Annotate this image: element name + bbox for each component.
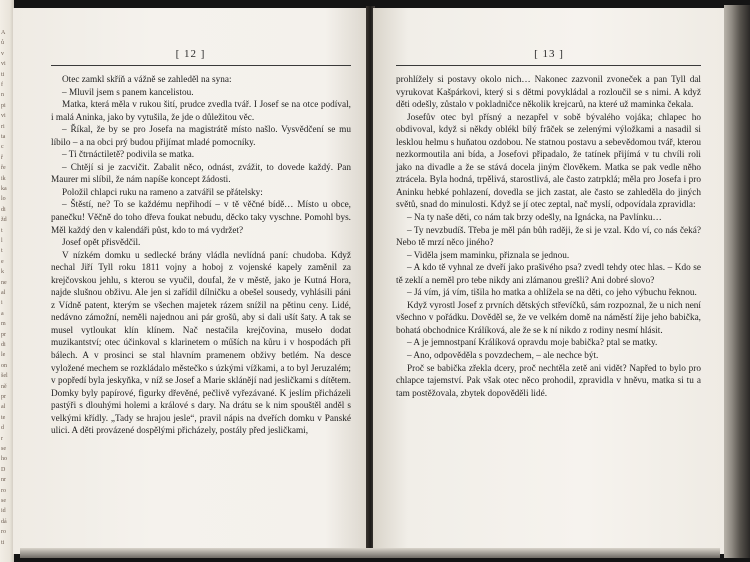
paragraph: V nízkém domku u sedlecké brány vládla nevlídná paní: chudoba. Když nechal Jiří Tyll roku 1811 vojny a hoboj z vojenské kapely zaměnil za krejčovskou jehlu, s kterou se vyučil, doufal, že v městě, jako je Kutná Hora, najde slušnou obživu. Ale jen si zařídil dílničku a obešel sousedy, vyhlásili páni z Vídně patent, kterým se všechen majetek rázem snížil na pětinu ceny. Lidé, nedávno zámožní, neměli najednou ani pár grošů, aby si dali ušít šaty. A tak se musel vytloukat klín klínem. Nač nestačila krejčovina, museło dodat muzikantství; otec účinkoval s klarinetem o műších na kůru i v hospodách při bálech. A v prosinci se stal hlavním pramenem obživy betlém. Na desce vyložené mechem se rozkládalo městečko s úzkými vížkami, a to byl Jeruzalém; v popředí byla jeskyňka, v níž se Josef a Marie sklánějí nad jesličkami s dítětem. Domky byly papírové, figurky dřevěné, pečlivě vyřezávané. K jeslím přicházeli pastýři s dlouhými holemi a králové s dary. Na drátu se k nim spouštěl anděl s velkými křídly. „Tady se hrajou jesle“, pravil nápis na dveřích domku v Panské ulici. A děti provázené dospělými přicházely, postály před jesličkami, xyxy=(51,250,351,437)
page-number: [ 13 ] xyxy=(534,48,564,60)
edge-text-fragment: vi xyxy=(1,113,6,120)
edge-text-fragment: d xyxy=(1,425,4,432)
paragraph: Položil chlapci ruku na rameno a zatvářil se přátelsky: xyxy=(62,187,263,198)
edge-text-fragment: n xyxy=(1,92,4,99)
edge-text-fragment: ro xyxy=(1,487,6,494)
paragraph: Josefův otec byl přísný a nezapřel v sobě bývalého vojáka; chlapec ho obdivoval, když si někdy oblékl bílý frāček se zelenými výložkami a nasadil si lesklou helmu s huňatou ozdobou. Ne statnou postavu a sebevědomou tvář, kterou nezkormoutila ani bída, a Josefovi připadalo, že tatínek přijímá v tu chvíli roli jako na divadle a že se stává docela jiným člověkem. Matka se pak vedle něho ztrácela. Byla hodná, trpělivá, starostlivá, ale často zatrpklá; měla pro Josefa i pro Aninku hebké pohlazení, dovedla se jich zastat, ale často se zahleděla do jiných světů, snad do minulosti. Když se jí otec zeptal, nač myslí, odpovídala zpravidla: xyxy=(396,112,701,211)
edge-text-fragment: ri xyxy=(1,123,5,130)
book-bottom-edge xyxy=(20,548,720,558)
paragraph: – Viděla jsem maminku, přiznala se jednou. xyxy=(407,250,570,261)
paragraph: Otec zamkl skříň a vážně se zahleděl na syna: xyxy=(62,75,232,85)
edge-text-fragment: pi xyxy=(1,102,6,109)
edge-text-fragment: ro xyxy=(1,529,6,536)
edge-text-fragment: vi xyxy=(1,61,6,68)
edge-text-fragment: ka xyxy=(1,186,7,192)
edge-text-fragment: se xyxy=(1,498,6,504)
edge-text-fragment: id xyxy=(1,508,6,515)
edge-text-fragment: al xyxy=(1,404,6,411)
paragraph: – Říkal, že by se pro Josefa na magistrátě místo našlo. Vysvědčení se mu líbilo – a na obci prý budou přijímat mladé pomocníky. xyxy=(51,125,351,148)
paragraph: – Štěstí, ne? To se každému nepřihodí – v tě věčné bídě… Místo u obce, panečku! Věčně do toho dřeva foukat nebudu, děcko taky vyschne. Pomohl bys. Měl každý den v kalendáři půst, kdo to má vydržet? xyxy=(51,200,351,236)
edge-text-fragment: c xyxy=(1,144,4,151)
edge-text-fragment: te xyxy=(1,414,6,421)
edge-text-fragment: al xyxy=(1,290,6,296)
edge-text-fragment: f xyxy=(1,82,3,88)
edge-text-fragment: di xyxy=(1,206,6,213)
edge-text-fragment: D xyxy=(1,466,6,473)
edge-text-fragment: i xyxy=(1,300,3,307)
paragraph: – Chtějí si je zacvičit. Zabalit něco, odnást, zvážit, to dovede každý. Pan Maurer mi slíbil, že nám napíše koncept žádosti. xyxy=(51,162,351,186)
paragraph: Když vyrostl Josef z prvních dětských střevíčků, sám rozpoznal, že u nich není všechno v pořádku. Dověděl se, že ve velkém domě na náměstí žije jeho babička, bohatá obchodnice Králíková, ale že se k ní nikdo z rodiny nesmí hlásit. xyxy=(396,300,701,336)
edge-text-fragment: t xyxy=(1,227,3,234)
page-number: [ 12 ] xyxy=(175,48,206,60)
paragraph: – Ano, odpověděla s povzdechem, – ale nechce být. xyxy=(407,351,599,362)
edge-text-fragment: ne xyxy=(1,279,7,286)
edge-text-fragment: nr xyxy=(1,477,6,484)
edge-text-fragment: ta xyxy=(1,134,6,140)
previous-page-edge xyxy=(0,0,14,562)
paragraph: Proč se babička zřekla dcery, proč nechtěla zetě ani vidět? Napřed to bylo pro chlapce tajemství. Pak však otec něco prohodil, zpravidla v hněvu, matka si tu a tam postěžovala, zbytek dopověděli lidé. xyxy=(396,363,701,399)
edge-text-fragment: dá xyxy=(1,518,7,525)
edge-text-fragment: šel xyxy=(1,373,8,380)
edge-text-fragment: le xyxy=(1,352,6,359)
right-page xyxy=(373,8,725,554)
paragraph: prohlížely si postavy okolo nich… Nakonec zazvonil zvoneček a pan Tyll dal vyrukovat Kašpárkovi, který si s dětmi povykládal a rozloučil se s nimi. A když děti odešly, zůstalo v pokladničce několik krejcarů, na které už maminka čekala. xyxy=(396,75,701,111)
edge-text-fragment: ti xyxy=(1,539,5,546)
edge-text-fragment: ů xyxy=(1,40,4,47)
paragraph: Josef opět přisvědčil. xyxy=(62,238,141,249)
edge-text-fragment: a xyxy=(1,310,4,317)
paragraph: – Ty nevzbudíš. Třeba je měl pán bůh raději, že si je vzal. Kdo ví, co nás čeká? Nebo tě mrzí něco jiného? xyxy=(396,225,701,249)
edge-text-fragment: ho xyxy=(1,456,7,463)
paragraph: – Já vím, já vím, tišila ho matka a ohlížela se na děti, co jeho výbuchu řeknou. xyxy=(407,288,697,299)
paragraph: – Mluvil jsem s panem kancelistou. xyxy=(62,87,194,98)
book-page-stack xyxy=(724,5,750,558)
edge-text-fragment: l xyxy=(1,238,3,244)
paragraph: – Ti čtrnáctiletě? podivila se matka. xyxy=(62,150,195,161)
edge-text-fragment: ik xyxy=(1,175,6,182)
edge-text-fragment: e xyxy=(1,258,4,265)
edge-text-fragment: di xyxy=(1,342,6,348)
edge-text-fragment: žd xyxy=(1,217,7,224)
page-text xyxy=(51,74,351,438)
paragraph: – Na ty naše děti, co nám tak brzy odešly, na Ignácka, na Pavlínku… xyxy=(407,213,662,224)
page-text xyxy=(396,74,701,400)
edge-text-fragment: k xyxy=(1,269,4,276)
edge-text-fragment: on xyxy=(1,362,7,369)
edge-text-fragment: pr xyxy=(1,331,6,338)
edge-text-fragment: lo xyxy=(1,196,6,203)
edge-text-fragment: A xyxy=(1,30,6,36)
edge-text-fragment: m xyxy=(1,321,6,328)
paragraph: – A kdo tě vyhnal ze dveří jako prašivého psa? zvedl tehdy otec hlas. – Kdo se tě zeklí a neměl pro tebe nikdy ani zlámanou grešli? Ani dobré slovo? xyxy=(396,263,701,286)
header-rule xyxy=(51,65,351,66)
edge-text-fragment: r xyxy=(1,435,3,442)
left-page xyxy=(13,8,368,554)
edge-text-fragment: se xyxy=(1,446,6,452)
paragraph: – A je jemnostpaní Králíková opravdu moje babička? ptal se matky. xyxy=(407,338,658,349)
edge-text-fragment: ti xyxy=(1,71,5,78)
edge-text-fragment: ř xyxy=(1,154,3,161)
edge-text-fragment: pr xyxy=(1,394,6,400)
edge-text-fragment: ře xyxy=(1,165,6,172)
paragraph: Matka, která měla v rukou šití, prudce zvedla tvář. I Josef se na otce podíval, i malá Aninka, jako by vytušila, že jde o důležitou věc. xyxy=(51,100,351,123)
edge-text-fragment: v xyxy=(1,50,4,57)
edge-text-fragment: ně xyxy=(1,383,7,390)
header-rule xyxy=(396,65,701,66)
edge-text-fragment: t xyxy=(1,248,3,255)
